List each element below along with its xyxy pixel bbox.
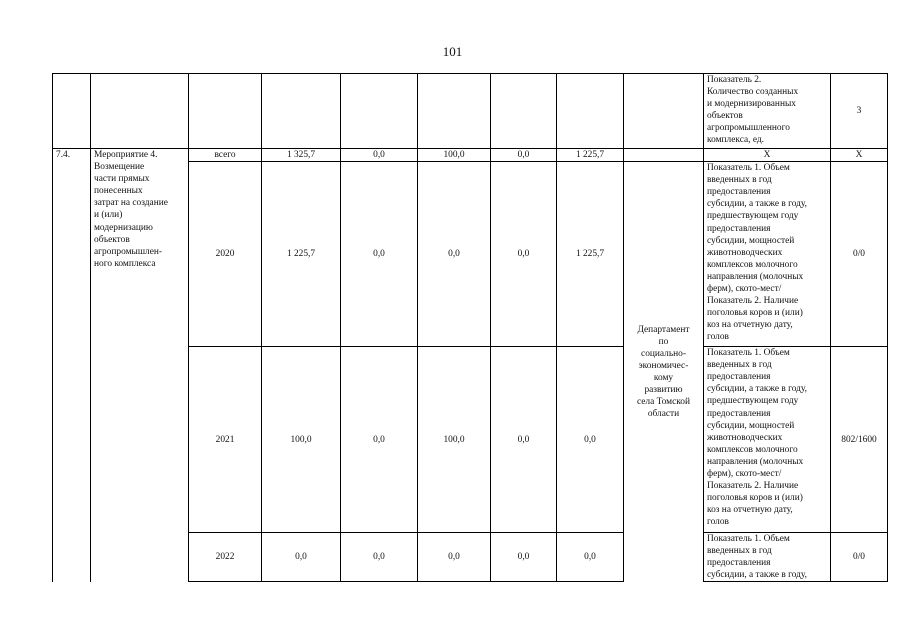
indicator-line: введенных в год xyxy=(707,360,772,371)
cell-empty xyxy=(189,74,262,149)
indicator-line: субсидии, мощностей xyxy=(707,235,795,246)
regional-value: 0,0 xyxy=(418,533,491,582)
measure-name-line: и (или) xyxy=(94,210,123,221)
indicator-value: 3 xyxy=(831,74,888,149)
measure-name-line: ного комплекса xyxy=(94,258,156,269)
indicator-line: комплексов молочного xyxy=(707,259,798,270)
extra-value: 0,0 xyxy=(557,533,624,582)
indicator-line: Показатель 1. Объем xyxy=(707,163,790,174)
local-value: 0,0 xyxy=(491,533,557,582)
year-label: 2021 xyxy=(189,347,262,533)
indicator-line: объектов xyxy=(707,111,743,122)
indicator-line: направления (молочных xyxy=(707,456,804,467)
program-table xyxy=(52,73,888,582)
cell-empty xyxy=(53,74,91,149)
cell-empty xyxy=(624,74,704,149)
measure-number: 7.4. xyxy=(53,149,91,582)
year-label: 2022 xyxy=(189,533,262,582)
indicator-line: Показатель 2. Наличие xyxy=(707,481,799,492)
local-total: 0,0 xyxy=(491,149,557,162)
indicator-line: субсидии, а также в году, xyxy=(707,199,807,210)
indicator-line: коз на отчетную дату, xyxy=(707,320,793,331)
indicator-line: предоставления xyxy=(707,558,771,569)
cell-empty xyxy=(557,74,624,149)
local-value: 0,0 xyxy=(491,162,557,347)
indicator-line: комплексов молочного xyxy=(707,444,798,455)
indicator-line: животноводческих xyxy=(707,247,783,258)
sum-value: 100,0 xyxy=(262,347,341,533)
federal-value: 0,0 xyxy=(341,533,418,582)
measure-name-cell xyxy=(91,149,189,582)
indicator-line: Количество созданных xyxy=(707,87,799,98)
cell-empty xyxy=(91,74,189,149)
indicator-line: коз на отчетную дату, xyxy=(707,505,793,516)
indicator-total-mark: Х xyxy=(704,149,831,162)
table-row-previous-indicator xyxy=(53,74,888,149)
table-row-total xyxy=(53,149,888,162)
cell-empty xyxy=(341,74,418,149)
indicator-line: предоставления xyxy=(707,187,771,198)
executor-cell xyxy=(624,162,704,582)
indicator-line: ферм), ското-мест/ xyxy=(707,469,782,480)
measure-name-line: части прямых xyxy=(94,174,150,185)
extra-value: 0,0 xyxy=(557,347,624,533)
extra-total: 1 225,7 xyxy=(557,149,624,162)
cell-empty xyxy=(491,74,557,149)
measure-name-line: Мероприятие 4. xyxy=(94,150,158,160)
executor-line: кому xyxy=(653,373,674,384)
indicator-line: ферм), ското-мест/ xyxy=(707,284,782,295)
indicator-line: субсидии, а также в году, xyxy=(707,570,807,581)
page-number: 101 xyxy=(442,44,463,59)
indicator-cell xyxy=(704,347,831,533)
indicator-line: голов xyxy=(707,332,729,343)
indicator-line: предшествующем году xyxy=(707,396,799,407)
year-label: 2020 xyxy=(189,162,262,347)
regional-value: 0,0 xyxy=(418,162,491,347)
federal-total: 0,0 xyxy=(341,149,418,162)
sum-value: 1 225,7 xyxy=(262,162,341,347)
indicator-cell xyxy=(704,533,831,582)
indicator-line: агропромышленного xyxy=(707,123,790,134)
indicator-line: введенных в год xyxy=(707,175,772,186)
measure-name-line: объектов xyxy=(94,234,130,245)
indicator-line: животноводческих xyxy=(707,432,783,443)
indicator-line: поголовья коров и (или) xyxy=(707,493,803,504)
indicator-line: предшествующем году xyxy=(707,211,799,222)
indicator-cell xyxy=(704,162,831,347)
measure-name-line: понесенных xyxy=(94,186,143,197)
cell-empty xyxy=(262,74,341,149)
sum-value: 0,0 xyxy=(262,533,341,582)
indicator-line: предоставления xyxy=(707,408,771,419)
measure-name-line: Возмещение xyxy=(94,162,145,173)
measure-name-line: затрат на создание xyxy=(94,198,168,209)
indicator-line: голов xyxy=(707,517,729,528)
indicator-line: субсидии, а также в году, xyxy=(707,384,807,395)
value-total-mark: Х xyxy=(831,149,888,162)
executor-line: Департамент xyxy=(637,324,690,335)
regional-total: 100,0 xyxy=(418,149,491,162)
indicator-line: и модернизированных xyxy=(707,99,796,110)
indicator-value: 0/0 xyxy=(831,533,888,582)
indicator-line: Показатель 2. Наличие xyxy=(707,296,799,307)
executor-line: развитию xyxy=(644,385,683,396)
indicator-value: 802/1600 xyxy=(831,347,888,533)
extra-value: 1 225,7 xyxy=(557,162,624,347)
sum-total: 1 325,7 xyxy=(262,149,341,162)
measure-name-line: агропромышлен- xyxy=(94,246,163,257)
period-label: всего xyxy=(189,149,262,162)
executor-line: по xyxy=(658,336,669,347)
indicator-line: поголовья коров и (или) xyxy=(707,308,803,319)
indicator-line: Показатель 1. Объем xyxy=(707,534,790,545)
indicator-line: Показатель 2. xyxy=(707,75,762,85)
executor-line: области xyxy=(647,409,680,420)
measure-name-line: модернизацию xyxy=(94,222,153,233)
indicator-value: 0/0 xyxy=(831,162,888,347)
indicator-cell xyxy=(704,74,831,149)
indicator-line: предоставления xyxy=(707,372,771,383)
indicator-line: комплекса, ед. xyxy=(707,135,764,146)
indicator-line: предоставления xyxy=(707,223,771,234)
executor-line: села Томской xyxy=(636,397,691,408)
executor-total-empty xyxy=(624,149,704,162)
federal-value: 0,0 xyxy=(341,347,418,533)
indicator-line: направления (молочных xyxy=(707,271,804,282)
executor-line: социально- xyxy=(641,348,686,359)
federal-value: 0,0 xyxy=(341,162,418,347)
cell-empty xyxy=(418,74,491,149)
indicator-line: субсидии, мощностей xyxy=(707,420,795,431)
indicator-line: Показатель 1. Объем xyxy=(707,348,790,359)
indicator-line: введенных в год xyxy=(707,546,772,557)
regional-value: 100,0 xyxy=(418,347,491,533)
local-value: 0,0 xyxy=(491,347,557,533)
executor-line: экономичес- xyxy=(638,360,689,371)
